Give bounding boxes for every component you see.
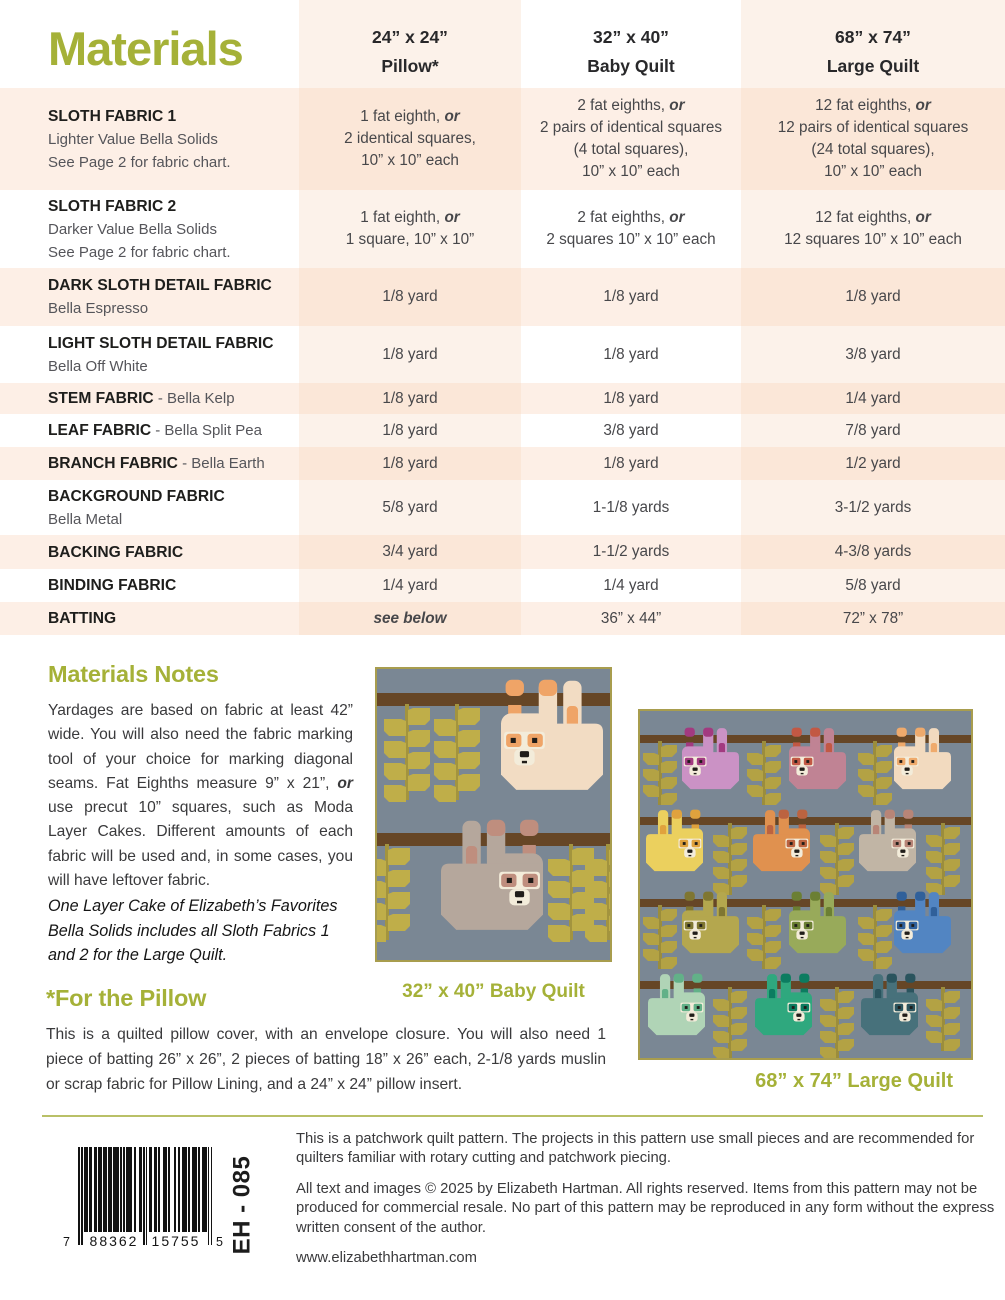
column-header: 68” x 74” Large Quilt	[741, 0, 1005, 88]
large-quilt-illustration	[638, 709, 973, 1060]
for-the-pillow-heading: *For the Pillow	[46, 985, 207, 1011]
barcode-bar	[195, 1147, 197, 1232]
for-the-pillow-body: This is a quilted pillow cover, with an envelope closure. You will also need 1 piece of batting 26” x 26”, 2 pieces of batting 18” x 26” each, 2-1/8 yards muslin or scrap fabric for Pillow Lining, and a 24” x 24” pillow insert.	[46, 1026, 606, 1093]
materials-notes-heading: Materials Notes	[48, 661, 219, 687]
materials-table	[0, 0, 1005, 635]
table-cell: 1/8 yard	[521, 268, 741, 326]
table-row	[0, 326, 1005, 383]
footer-divider	[42, 1115, 983, 1117]
table-cell: 3/4 yard	[299, 535, 521, 569]
barcode-group1: 88362	[87, 1233, 141, 1249]
table-row	[0, 414, 1005, 447]
barcode-bar	[81, 1147, 83, 1245]
barcode-bar	[123, 1147, 125, 1232]
barcode-bar	[168, 1147, 170, 1232]
barcode-bar	[110, 1147, 112, 1232]
layer-cake-note: One Layer Cake of Elizabeth’s Favorites Bella Solids includes all Sloth Fabrics 1 and 2 for the Large Quilt.	[48, 897, 338, 965]
row-label-cell: BACKGROUND FABRIC Bella Metal	[0, 480, 299, 535]
barcode-bar	[86, 1147, 88, 1232]
baby-quilt-svg	[375, 667, 612, 962]
page-title-text: Materials	[48, 22, 243, 75]
table-cell: 1-1/2 yards	[521, 535, 741, 569]
row-label-cell: BACKING FABRIC	[0, 535, 299, 569]
barcode-bar	[105, 1147, 107, 1232]
barcode-bar	[143, 1147, 145, 1245]
barcode-bar	[117, 1147, 119, 1232]
large-quilt-svg	[638, 709, 973, 1060]
table-row	[0, 268, 1005, 326]
barcode-bar	[178, 1147, 180, 1232]
barcode-bar	[208, 1147, 210, 1245]
table-cell: 3-1/2 yards	[741, 480, 1005, 535]
table-cell: 3/8 yard	[521, 414, 741, 447]
barcode-bar	[150, 1147, 152, 1232]
column-header: 32” x 40” Baby Quilt	[521, 0, 741, 88]
table-header-row	[0, 0, 1005, 88]
upc-barcode	[63, 1147, 223, 1249]
table-cell: 1/4 yard	[521, 569, 741, 602]
footer-website: www.elizabethhartman.com	[296, 1250, 477, 1267]
row-label-cell: BINDING FABRIC	[0, 569, 299, 602]
barcode-bar	[130, 1147, 132, 1232]
table-row	[0, 602, 1005, 635]
row-label-cell: LEAF FABRIC - Bella Split Pea	[0, 414, 299, 447]
barcode-bar	[91, 1147, 93, 1232]
table-cell: 4-3/8 yards	[741, 535, 1005, 569]
table-cell: 2 fat eighths, or 2 pairs of identical squares (4 total squares), 10” x 10” each	[521, 88, 741, 190]
table-cell: 1/4 yard	[299, 569, 521, 602]
barcode-bar	[198, 1147, 200, 1232]
table-row	[0, 190, 1005, 268]
baby-quilt-caption: 32” x 40” Baby Quilt	[402, 981, 585, 1002]
table-cell: 72” x 78”	[741, 602, 1005, 635]
table-cell: 5/8 yard	[741, 569, 1005, 602]
table-cell: 1/4 yard	[741, 383, 1005, 414]
large-quilt-caption: 68” x 74” Large Quilt	[755, 1070, 953, 1092]
table-cell: 1/8 yard	[299, 414, 521, 447]
row-label-cell: LIGHT SLOTH DETAIL FABRIC Bella Off White	[0, 326, 299, 383]
table-cell: 1/8 yard	[299, 268, 521, 326]
barcode-bar	[156, 1147, 158, 1232]
baby-quilt-illustration	[375, 667, 612, 962]
barcode-bar	[134, 1147, 136, 1232]
table-cell: 12 fat eighths, or 12 pairs of identical squares (24 total squares), 10” x 10” each	[741, 88, 1005, 190]
table-cell: 1/8 yard	[299, 326, 521, 383]
pattern-number-text: EH - 085	[228, 1155, 255, 1255]
barcode-group2: 15755	[149, 1233, 203, 1249]
barcode-bar	[174, 1147, 176, 1232]
row-label-cell: SLOTH FABRIC 2 Darker Value Bella Solids See Page 2 for fabric chart.	[0, 190, 299, 268]
table-row	[0, 480, 1005, 535]
table-cell: 1/8 yard	[521, 326, 741, 383]
table-row	[0, 383, 1005, 414]
barcode-bars	[78, 1147, 212, 1245]
table-cell: 36” x 44”	[521, 602, 741, 635]
footer-paragraph: All text and images © 2025 by Elizabeth Hartman. All rights reserved. Items from this pattern may not be produced for commercial resale. No part of this pattern may be reproduced in any form without the express written consent of the author.	[296, 1180, 995, 1236]
table-row	[0, 569, 1005, 602]
column-header: 24” x 24” Pillow*	[299, 0, 521, 88]
barcode-bar	[185, 1147, 187, 1232]
barcode-lead-digit: 7	[63, 1235, 70, 1249]
footer-text-block	[296, 1130, 998, 1279]
table-cell: 1/8 yard	[299, 447, 521, 480]
page-title	[0, 0, 299, 88]
table-row	[0, 447, 1005, 480]
materials-notes-body: Yardages are based on fabric at least 42” wide. You will also need the fabric marking tool of your choice for marking diagonal seams. Fat Eighths measure 9” x 21”, or use precut 10” squares, such as Moda Layer Cakes. Different amounts of each fabric will be used and, in some cases, you will have leftover fabric.	[48, 702, 353, 890]
row-label-cell: BATTING	[0, 602, 299, 635]
barcode-bar	[146, 1147, 148, 1245]
barcode-bar	[95, 1147, 97, 1232]
table-cell: 1-1/8 yards	[521, 480, 741, 535]
row-label-cell: STEM FABRIC - Bella Kelp	[0, 383, 299, 414]
table-row	[0, 535, 1005, 569]
barcode-bar	[158, 1147, 160, 1232]
table-cell: 1/8 yard	[521, 447, 741, 480]
barcode-bar	[120, 1147, 122, 1232]
table-cell: 1/8 yard	[299, 383, 521, 414]
table-cell: 1 fat eighth, or 2 identical squares, 10” x 10” each	[299, 88, 521, 190]
barcode-bar	[205, 1147, 207, 1232]
row-label-cell: BRANCH FABRIC - Bella Earth	[0, 447, 299, 480]
table-cell: 1 fat eighth, or 1 square, 10” x 10”	[299, 190, 521, 268]
pattern-number	[222, 1146, 262, 1264]
row-label-cell: SLOTH FABRIC 1 Lighter Value Bella Solids See Page 2 for fabric chart.	[0, 88, 299, 190]
table-cell: 1/2 yard	[741, 447, 1005, 480]
barcode-bar	[211, 1147, 213, 1245]
table-cell: 12 fat eighths, or 12 squares 10” x 10” each	[741, 190, 1005, 268]
barcode-bar	[78, 1147, 80, 1245]
table-cell: see below	[299, 602, 521, 635]
footer-paragraph: This is a patchwork quilt pattern. The projects in this pattern use small pieces and are recommended for quilters familiar with rotary cutting and patchwork piecing.	[296, 1131, 975, 1167]
barcode-trail-digit: 5	[216, 1235, 223, 1249]
table-cell: 1/8 yard	[521, 383, 741, 414]
barcode-bar	[140, 1147, 142, 1232]
table-cell: 2 fat eighths, or 2 squares 10” x 10” each	[521, 190, 741, 268]
table-cell: 5/8 yard	[299, 480, 521, 535]
barcode-bar	[188, 1147, 190, 1232]
barcode-bar	[101, 1147, 103, 1232]
table-cell: 1/8 yard	[741, 268, 1005, 326]
barcode-bar	[165, 1147, 167, 1232]
table-row	[0, 88, 1005, 190]
table-cell: 3/8 yard	[741, 326, 1005, 383]
table-cell: 7/8 yard	[741, 414, 1005, 447]
row-label-cell: DARK SLOTH DETAIL FABRIC Bella Espresso	[0, 268, 299, 326]
